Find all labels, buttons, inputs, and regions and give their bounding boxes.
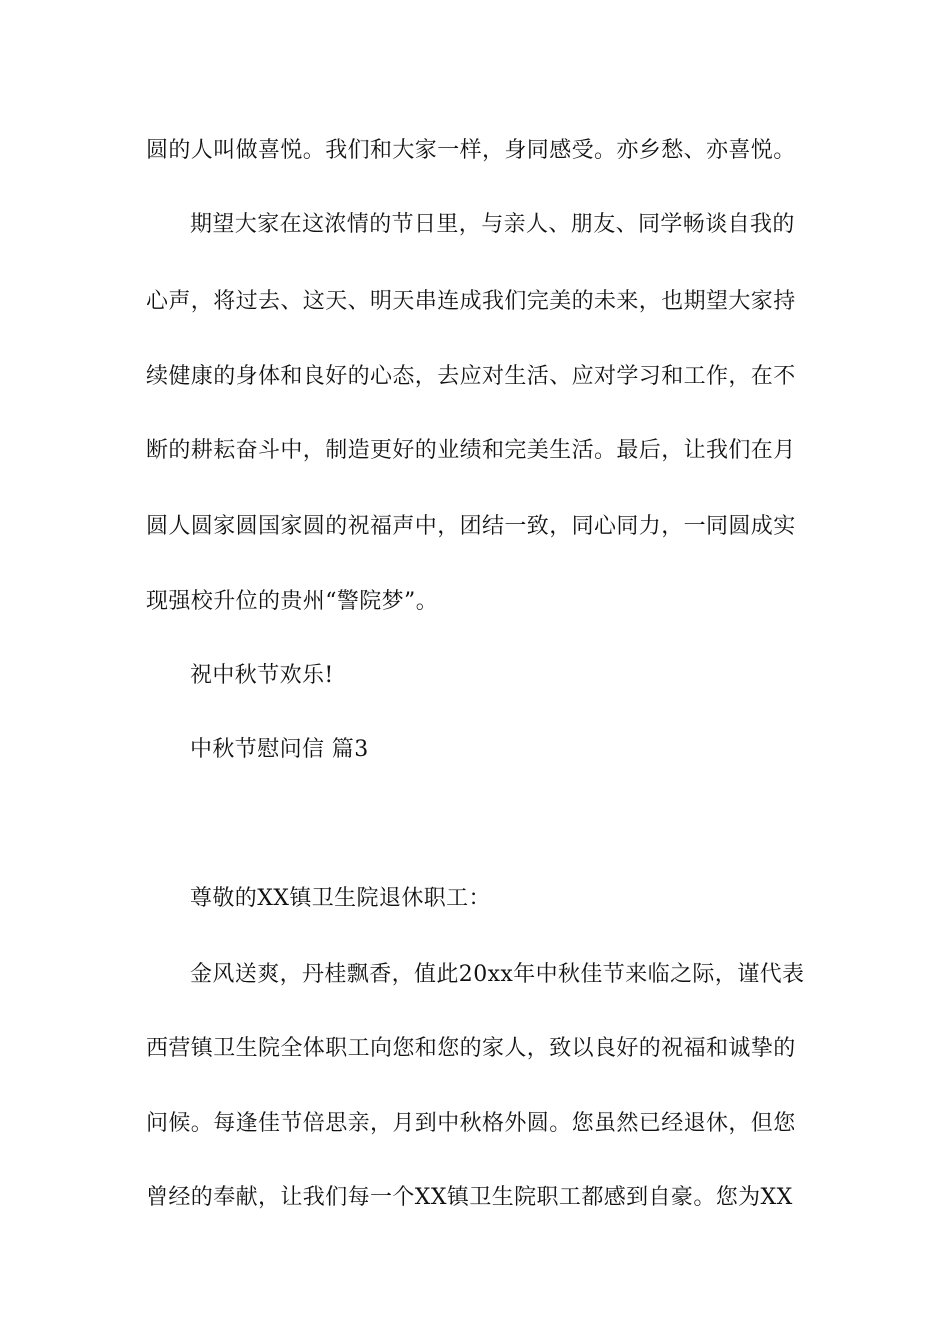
text-line-3: 心声，将过去、这天、明天串连成我们完美的未来，也期望大家持 [146,289,796,314]
text-line-7: 现强校升位的贵州“警院梦”。 [146,589,439,614]
text-line-6: 圆人圆家圆国家圆的祝福声中，团结一致，同心同力，一同圆成实 [146,514,796,539]
text-line-4: 续健康的身体和良好的心态，去应对生活、应对学习和工作，在不 [146,364,796,389]
salutation-line: 尊敬的XX镇卫生院退休职工： [190,886,491,911]
text-line-5: 断的耕耘奋斗中，制造更好的业绩和完美生活。最后，让我们在月 [146,438,796,463]
text-line-1: 圆的人叫做喜悦。我们和大家一样，身同感受。亦乡愁、亦喜悦。 [146,138,796,163]
paragraph-start-line-2: 金风送爽，丹桂飘香，值此20xx年中秋佳节来临之际，谨代表 [190,962,805,987]
paragraph-start-line: 期望大家在这浓情的节日里，与亲人、朋友、同学畅谈自我的 [190,212,795,237]
text-line-14: 曾经的奉献，让我们每一个XX镇卫生院职工都感到自豪。您为XX [146,1185,793,1210]
greeting-line: 祝中秋节欢乐! [190,663,334,688]
text-line-12: 西营镇卫生院全体职工向您和您的家人，致以良好的祝福和诚挚的 [146,1036,796,1061]
section-heading: 中秋节慰问信 篇3 [190,737,369,762]
text-line-13: 问候。每逢佳节倍思亲，月到中秋格外圆。您虽然已经退休，但您 [146,1111,796,1136]
